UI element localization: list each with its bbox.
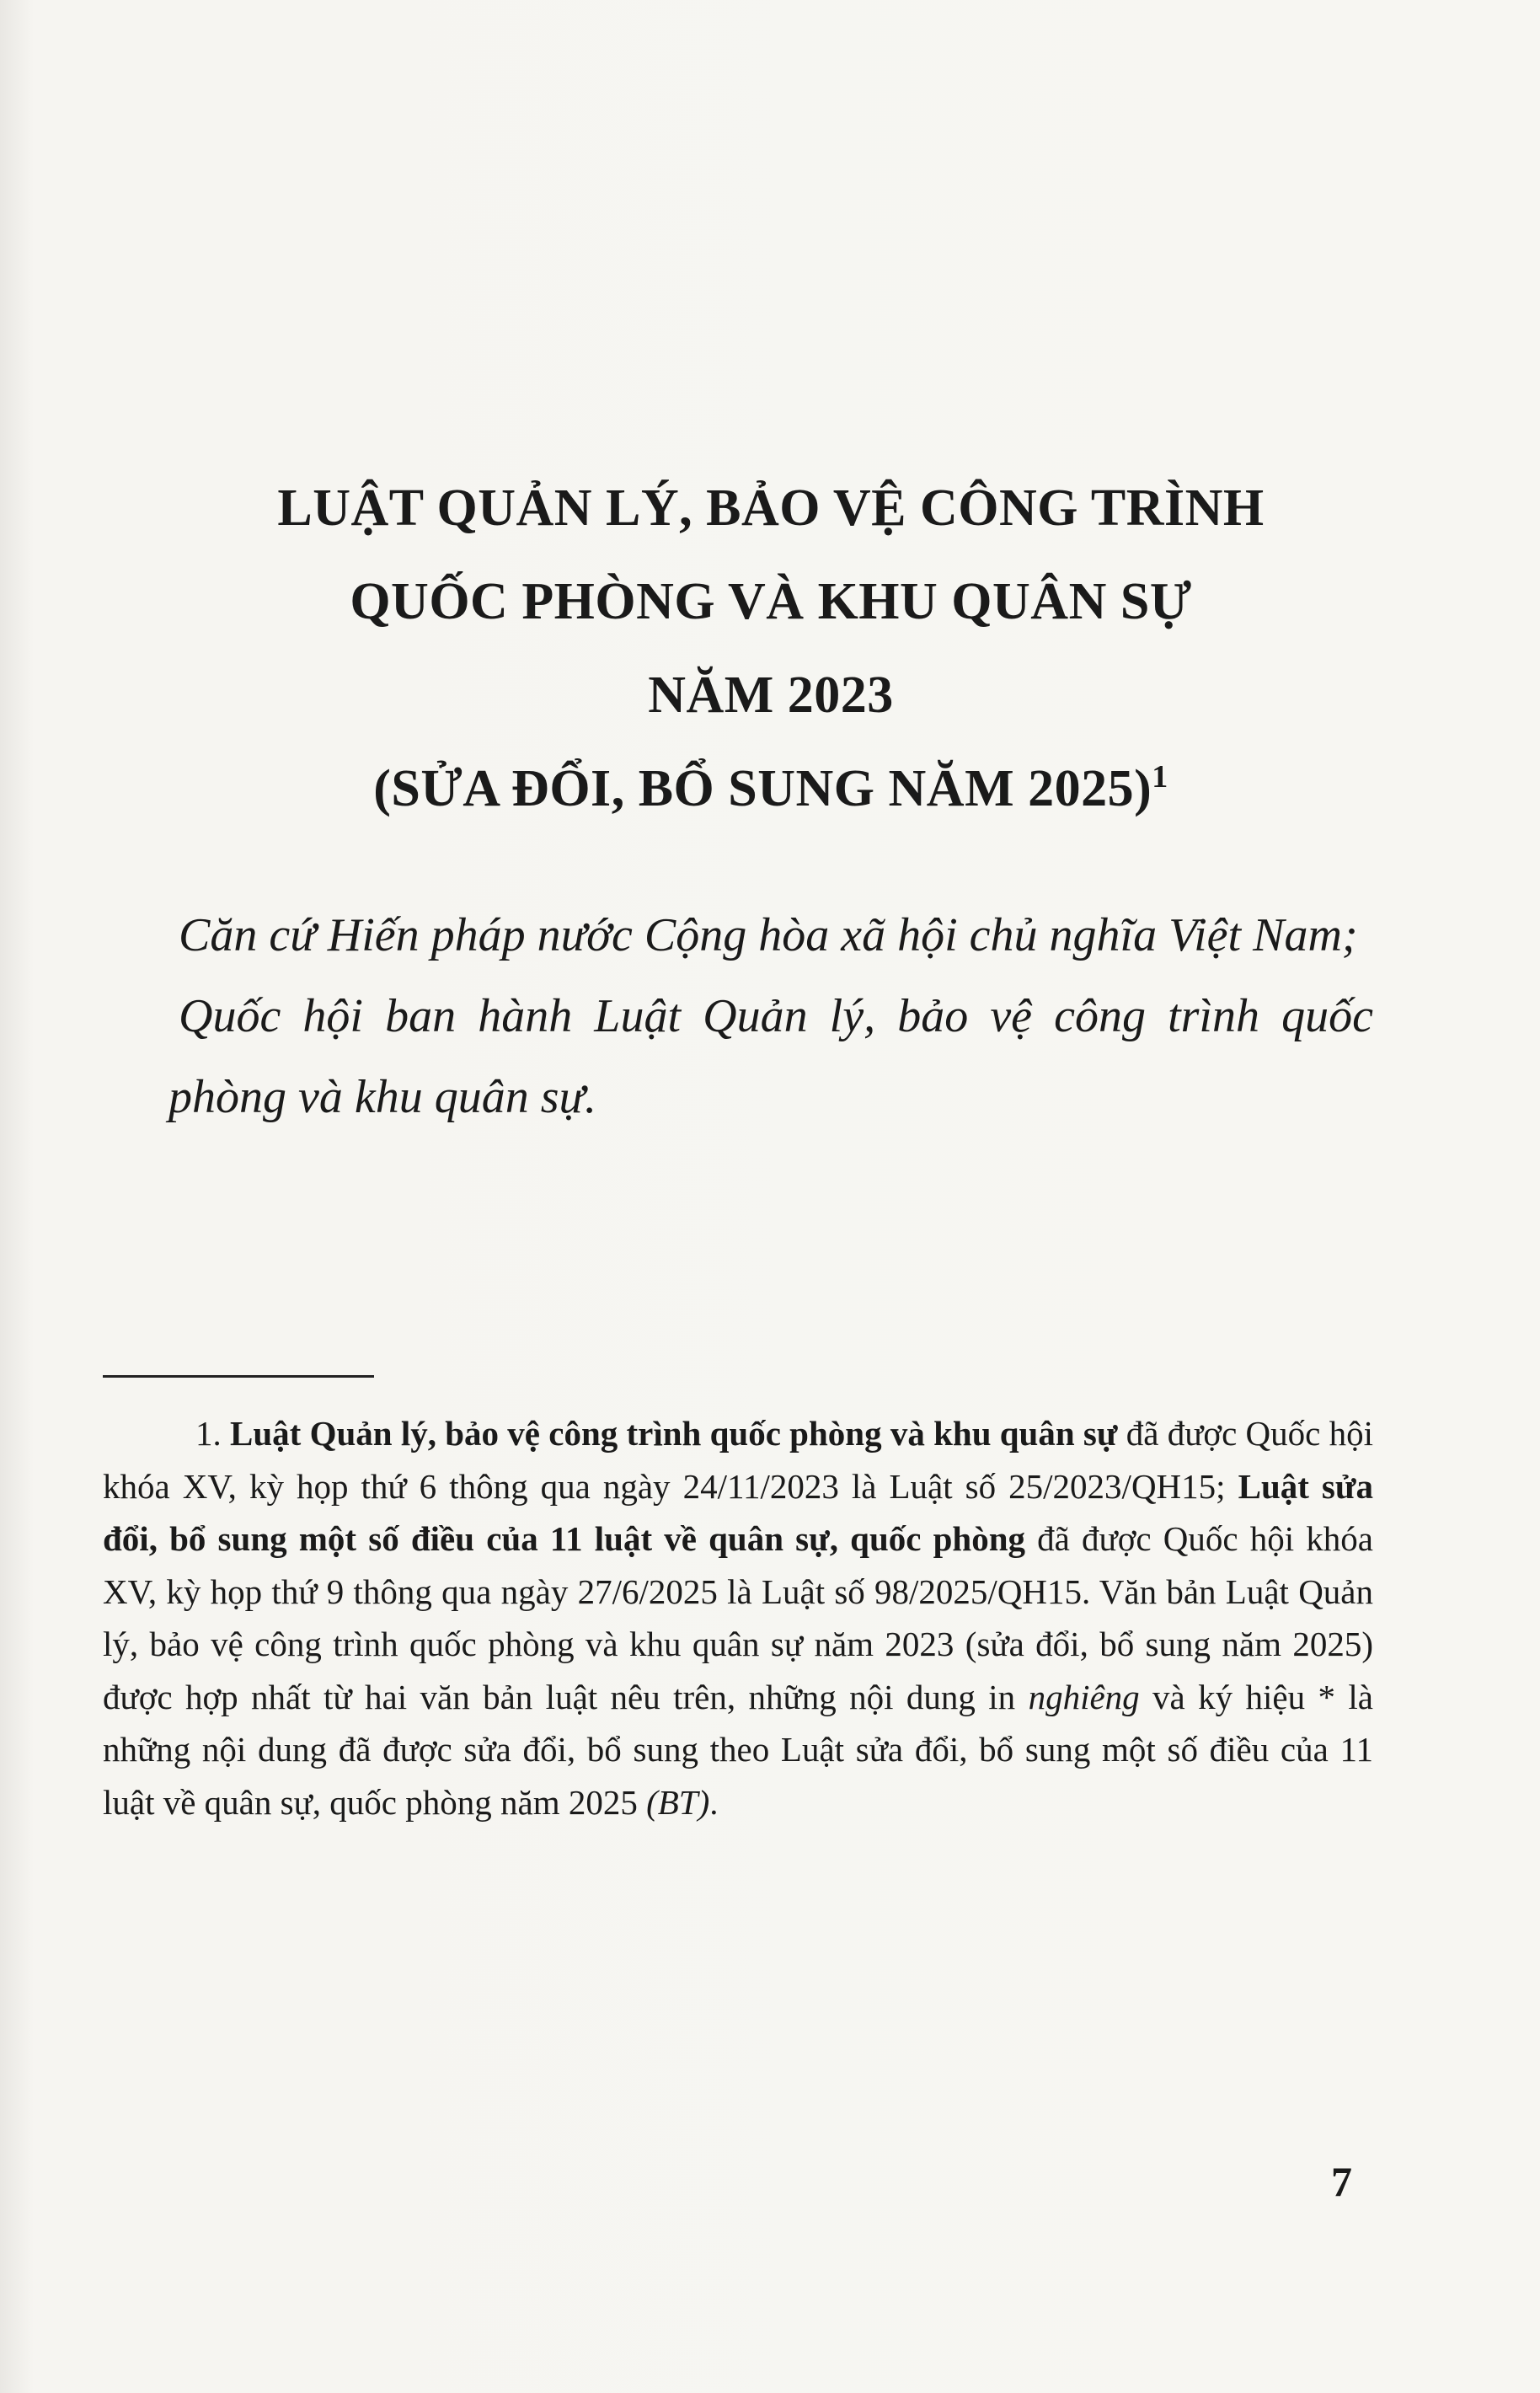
footnote-divider <box>103 1375 374 1378</box>
title-line-4-text: (SỬA ĐỔI, BỔ SUNG NĂM 2025) <box>373 760 1152 817</box>
footnote-law-name-1: Luật Quản lý, bảo vệ công trình quốc phòng và khu quân sự <box>230 1414 1118 1453</box>
page-number: 7 <box>1331 2158 1352 2205</box>
footnote-text-4: . <box>709 1782 719 1822</box>
footnote-text-2: đã được Quốc hội khóa XV, kỳ họp thứ 9 thông qua ngày 27/6/2025 là Luật số 98/2025/QH15. Văn bản Luật Quản lý, bảo vệ công trình quốc phòng và khu quân sự năm 2023 (sửa đổi, bổ sung năm 2025) được hợp nhất từ hai văn bản luật nêu trên, những nội dung in <box>103 1519 1373 1716</box>
title-line-2: QUỐC PHÒNG VÀ KHU QUÂN SỰ <box>350 573 1192 630</box>
footnote-bt-abbrev: (BT) <box>646 1782 710 1822</box>
law-title <box>168 462 1373 836</box>
footnote-number: 1. <box>195 1414 231 1453</box>
title-line-4 <box>168 742 1373 836</box>
footnote-law-name-2: Luật sửa đổi, bổ sung một số điều của 11 luật về quân sự, quốc phòng <box>103 1466 1373 1558</box>
footnote-italic-word: nghiêng <box>1028 1677 1140 1716</box>
preamble-constitution: Căn cứ Hiến pháp nước Cộng hòa xã hội chủ nghĩa Việt Nam; <box>179 909 1358 961</box>
preamble-enactment: Quốc hội ban hành Luật Quản lý, bảo vệ công trình quốc phòng và khu quân sự. <box>168 990 1373 1123</box>
footnote-marker: 1 <box>1152 759 1168 795</box>
footnote-text-3: và ký hiệu * là những nội dung đã được sửa đổi, bổ sung theo Luật sửa đổi, bổ sung một số điều của 11 luật về quân sự, quốc phòng năm 2025 <box>103 1677 1373 1822</box>
title-line-1: LUẬT QUẢN LÝ, BẢO VỆ CÔNG TRÌNH <box>277 479 1265 537</box>
title-line-3: NĂM 2023 <box>648 667 894 724</box>
footnote <box>103 1407 1373 1828</box>
footnote-text-1: đã được Quốc hội khóa XV, kỳ họp thứ 6 thông qua ngày 24/11/2023 là Luật số 25/2023/QH15; <box>103 1414 1374 1506</box>
preamble <box>168 895 1373 1138</box>
footnote-paragraph <box>103 1407 1373 1828</box>
